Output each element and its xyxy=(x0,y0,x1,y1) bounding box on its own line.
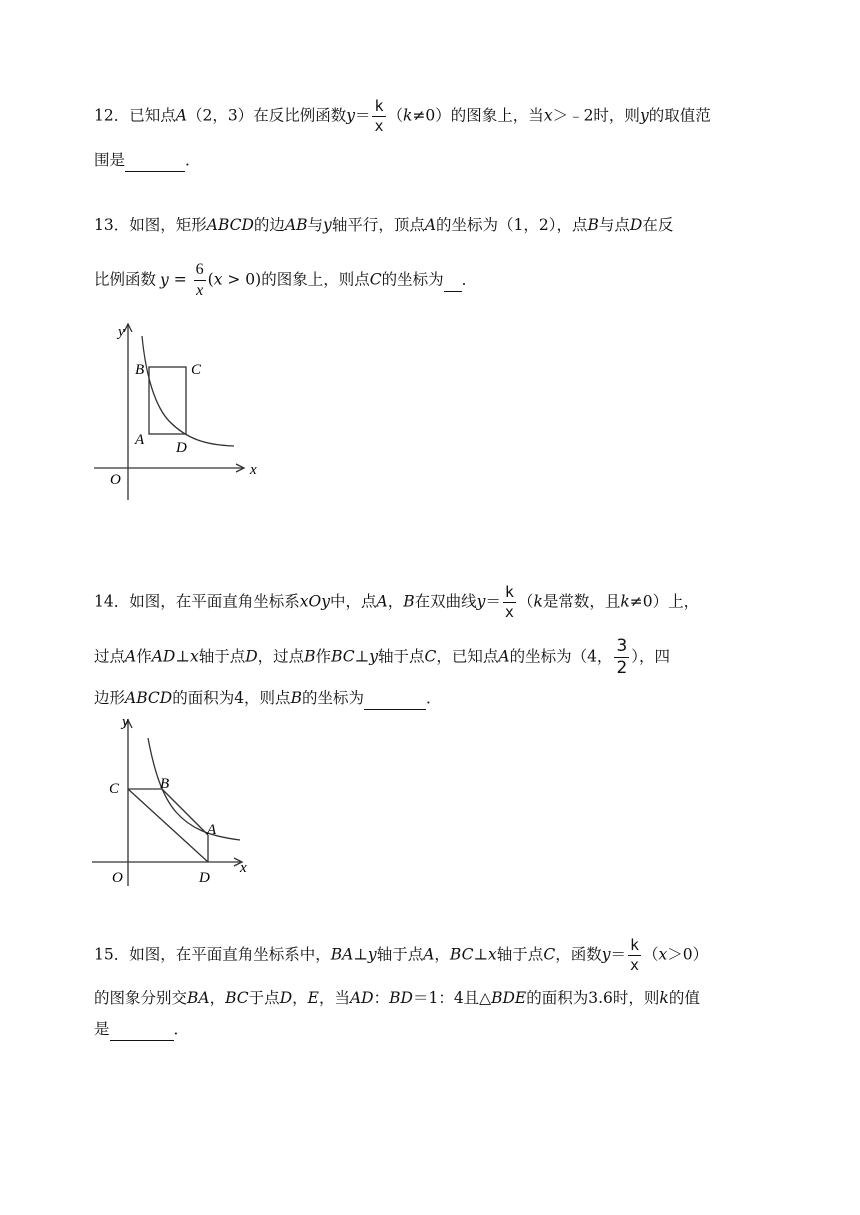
var: E xyxy=(307,989,319,1007)
q12-number: 12． xyxy=(94,106,130,125)
text: 与点 xyxy=(598,216,630,234)
q13-fraction xyxy=(194,262,206,299)
var: A xyxy=(424,216,437,234)
text: 如图，在平面直角坐标系 xyxy=(129,592,300,611)
var: BC xyxy=(225,989,249,1007)
label-b: B xyxy=(160,776,170,792)
q15-number: 15． xyxy=(94,945,130,964)
var: A xyxy=(423,945,435,964)
var: BD xyxy=(389,989,413,1007)
text: 是常数，且 xyxy=(542,592,621,611)
text: 比例函数 xyxy=(94,270,157,289)
text: 的坐标为 xyxy=(381,270,444,289)
text: ＝1：4且△ xyxy=(412,989,492,1007)
label-c: C xyxy=(191,362,202,378)
text: 过点 xyxy=(94,647,126,666)
label-b: B xyxy=(135,362,145,378)
text: 轴于点 xyxy=(376,945,424,964)
rectangle-abcd xyxy=(149,367,186,434)
text: 如图，在平面直角坐标系中， xyxy=(129,945,331,964)
var: xOy xyxy=(299,592,330,611)
text: 与 xyxy=(307,216,324,234)
text: （ xyxy=(643,945,659,964)
var: AB xyxy=(284,216,308,234)
q15-line-2 xyxy=(94,987,700,1009)
text: 边形 xyxy=(94,689,126,707)
var: y xyxy=(601,945,611,964)
var: BDE xyxy=(491,989,527,1007)
text: ，过点 xyxy=(257,647,305,666)
var: y xyxy=(160,270,169,289)
var: A xyxy=(376,592,388,611)
q13-figure xyxy=(90,318,270,508)
var: y xyxy=(346,106,355,125)
text: 的图象上，则点 xyxy=(261,270,370,289)
var: y xyxy=(639,106,649,125)
q14-figure xyxy=(90,710,260,890)
var: C xyxy=(424,647,437,666)
label-y: y xyxy=(118,324,125,340)
text: ， xyxy=(434,945,450,964)
text: 在反比例函数 xyxy=(253,106,347,125)
var: C xyxy=(369,270,382,289)
text: ， xyxy=(292,989,308,1007)
var: BA xyxy=(187,989,210,1007)
var: BA xyxy=(330,945,354,964)
var: BC xyxy=(449,945,474,964)
text: 轴平行，顶点 xyxy=(331,216,425,234)
text: ＝ xyxy=(485,592,501,611)
var: y xyxy=(367,945,377,964)
denominator: x xyxy=(374,117,384,135)
text: ． xyxy=(461,270,478,289)
text: ≠0） xyxy=(412,106,451,125)
segment-ba xyxy=(162,789,208,835)
label-y: y xyxy=(122,714,129,730)
label-x: x xyxy=(240,860,247,876)
var: AD xyxy=(151,647,176,666)
text: 是 xyxy=(94,1020,110,1038)
var: D xyxy=(629,216,643,234)
var: y xyxy=(323,216,332,234)
hyperbola-curve xyxy=(142,336,234,446)
text: 的值 xyxy=(668,989,700,1007)
var: B xyxy=(290,689,302,707)
label-o: O xyxy=(112,870,123,886)
denominator: x xyxy=(194,280,206,299)
var: ABCD xyxy=(206,216,254,234)
denominator: x xyxy=(629,956,640,974)
var: x xyxy=(213,270,223,289)
text: 在双曲线 xyxy=(414,592,477,611)
text: ： xyxy=(373,989,390,1007)
text: 于点 xyxy=(248,989,280,1007)
var: x xyxy=(189,647,199,666)
text: ⊥ xyxy=(354,647,370,666)
q13-number: 13． xyxy=(94,216,130,234)
text: ⊥ xyxy=(353,945,368,964)
var: D xyxy=(279,989,293,1007)
q14-number: 14． xyxy=(94,592,130,611)
var: C xyxy=(543,945,556,964)
var: B xyxy=(304,647,316,666)
text: ， xyxy=(387,592,404,611)
text: 如图，矩形 xyxy=(129,216,207,234)
var: AD xyxy=(349,989,374,1007)
text: ＞0） xyxy=(667,945,709,964)
label-d: D xyxy=(176,440,187,456)
q14-line-1 xyxy=(94,585,699,620)
var: x xyxy=(658,945,668,964)
text: 的边 xyxy=(253,216,285,234)
var: A xyxy=(175,106,187,125)
var: x xyxy=(543,106,553,125)
answer-blank[interactable] xyxy=(444,269,462,292)
text: （ xyxy=(517,592,534,611)
text: ＞﹣2时，则 xyxy=(552,106,640,125)
label-x: x xyxy=(250,462,257,478)
text: 的坐标为（1，2），点 xyxy=(436,216,588,234)
q12-line-1 xyxy=(94,99,711,134)
text: > 0) xyxy=(222,270,262,289)
text: ，已知点 xyxy=(436,647,499,666)
text: 围是 xyxy=(94,151,126,169)
q12-line-2 xyxy=(94,149,201,172)
text: 的取值范 xyxy=(648,106,711,125)
text: 的坐标为（4， xyxy=(509,647,613,666)
text: ⊥ xyxy=(473,945,489,964)
label-d: D xyxy=(199,870,210,886)
text: ． xyxy=(173,1020,190,1038)
numerator: 3 xyxy=(616,636,628,656)
var: k xyxy=(659,989,669,1007)
numerator: k xyxy=(629,936,640,954)
text: 的面积为3.6时，则 xyxy=(526,989,660,1007)
text: 在反 xyxy=(642,216,674,234)
q13-line-1 xyxy=(94,214,673,236)
text: ． xyxy=(185,151,201,169)
q15-line-1 xyxy=(94,938,708,973)
text: 轴于点 xyxy=(496,945,544,964)
text: 轴于点 xyxy=(377,647,425,666)
text: ），四 xyxy=(631,647,671,666)
text: ，当 xyxy=(318,989,350,1007)
var: B xyxy=(587,216,599,234)
var: k xyxy=(403,106,413,125)
text: ， xyxy=(209,989,226,1007)
answer-blank[interactable] xyxy=(110,1018,174,1041)
text: 的面积为4，则点 xyxy=(172,689,291,707)
var: x xyxy=(488,945,497,964)
text: （2，3） xyxy=(186,106,254,125)
text: 作 xyxy=(136,647,152,666)
text: ( xyxy=(207,270,214,289)
numerator: k xyxy=(374,97,384,115)
text: ≠0）上， xyxy=(629,592,700,611)
text: ． xyxy=(425,689,442,707)
text: ＝ xyxy=(610,945,626,964)
text: 中，点 xyxy=(329,592,377,611)
text: = xyxy=(168,270,192,289)
var: ABCD xyxy=(125,689,173,707)
q15-fraction xyxy=(628,938,641,973)
denominator: 2 xyxy=(616,658,628,678)
text: ＝ xyxy=(354,106,371,125)
var: B xyxy=(403,592,415,611)
q14-line-2 xyxy=(94,638,670,677)
text: ⊥ xyxy=(175,647,190,666)
q14-line-3 xyxy=(94,687,441,710)
numerator: 6 xyxy=(195,261,204,278)
text: 的图象分别交 xyxy=(94,989,188,1007)
q14-coordinate-fraction xyxy=(614,638,629,677)
var: y xyxy=(476,592,486,611)
q13-line-2 xyxy=(94,262,477,299)
answer-blank[interactable] xyxy=(364,687,426,710)
q12-fraction xyxy=(372,99,385,134)
text: 作 xyxy=(315,647,332,666)
var: k xyxy=(533,592,543,611)
text: 的图象上，当 xyxy=(450,106,544,125)
label-o: O xyxy=(110,472,121,488)
var: A xyxy=(125,647,137,666)
numerator: k xyxy=(504,583,514,601)
var: A xyxy=(498,647,510,666)
var: BC xyxy=(331,647,355,666)
text: （ xyxy=(387,106,404,125)
q15-line-3 xyxy=(94,1018,189,1041)
var: D xyxy=(245,647,258,666)
answer-blank[interactable] xyxy=(125,149,185,172)
q14-fraction xyxy=(503,585,516,620)
text: 已知点 xyxy=(129,106,176,125)
text: 轴于点 xyxy=(198,647,246,666)
var: k xyxy=(620,592,630,611)
label-c: C xyxy=(109,781,120,797)
label-a: A xyxy=(207,822,217,838)
text: 的坐标为 xyxy=(301,689,364,707)
var: y xyxy=(369,647,378,666)
denominator: x xyxy=(504,603,514,621)
text: ，函数 xyxy=(555,945,602,964)
label-a: A xyxy=(135,432,145,448)
